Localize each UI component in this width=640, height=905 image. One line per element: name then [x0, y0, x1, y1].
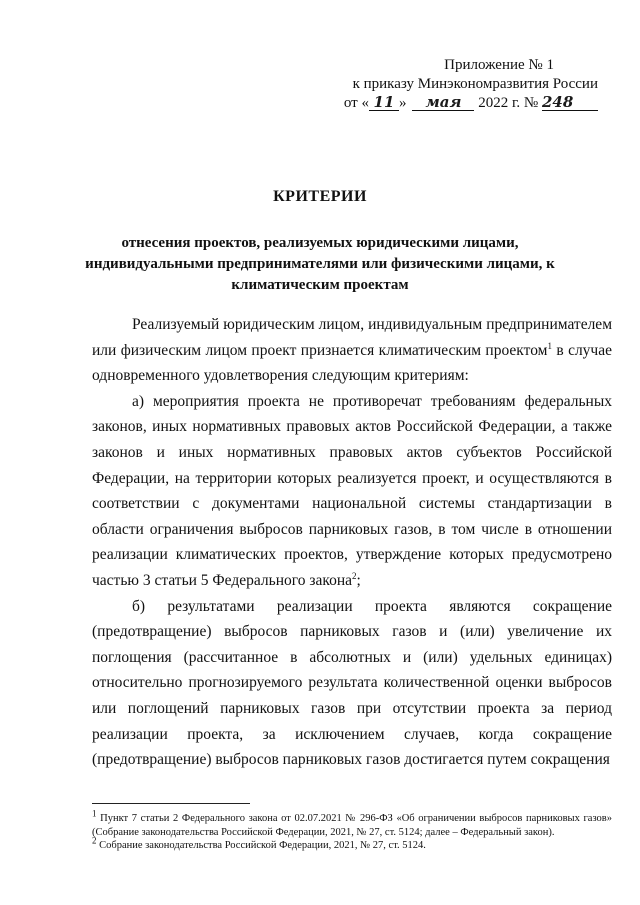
footnote-text-2: Собрание законодательства Российской Федерации, 2021, № 27, ст. 5124.	[96, 840, 426, 851]
footnote-ref-2: 2	[352, 570, 357, 581]
criterion-b: б) результатами реализации проекта являются сокращение (предотвращение) выбросов парниковых газов и (или) увеличение их поглощения (рассчитанное в абсолютных и (или) удельных единицах) относительно прогнозируемого результата количественной оценки выбросов или поглощений парниковых газов при отсутствии проекта за период реализации проекта, за исключением случаев, когда сокращение (предотвращение) выбросов парниковых газов достигается путем сокращения	[92, 597, 612, 769]
year-label: 2022 г. №	[478, 95, 539, 111]
criterion-a-end: ;	[356, 571, 361, 589]
criterion-a	[92, 389, 612, 594]
document-subtitle: отнесения проектов, реализуемых юридическими лицами, индивидуальными предпринимателями или физическими лицами, к климатическим проектам	[85, 235, 555, 293]
footnotes	[92, 808, 612, 853]
appendix-label: Приложение № 1	[444, 57, 554, 73]
handwritten-month: мая	[412, 94, 474, 111]
intro-text: Реализуемый юридическим лицом, индивидуальным предпринимателем или физическим лицом проект признается климатическим проектом	[92, 316, 612, 359]
footnote-mark-2: 2	[92, 835, 97, 846]
footnote-ref-1: 1	[547, 340, 552, 351]
intro-paragraph	[92, 312, 612, 389]
order-reference: к приказу Минэкономразвития России	[352, 76, 598, 92]
intro-text-end: в случае одновременного удовлетворения следующим критериям:	[92, 341, 612, 385]
handwritten-order-number: 248	[542, 94, 598, 111]
handwritten-day: 11	[369, 94, 399, 111]
approval-block	[344, 56, 598, 113]
date-quote-close: »	[398, 95, 407, 111]
document-body	[92, 312, 612, 773]
footnote-2	[92, 835, 612, 853]
criterion-a-text: а) мероприятия проекта не противоречат требованиям федеральных законов, иных нормативных правовых актов Российской Федерации, а также законов и иных нормативных правовых актов субъектов Российской Федерации, на территории которых реализуется проект, и осуществляются в соответствии с документами национальной системы стандартизации в области ограничения выбросов парниковых газов, в том числе в отношении реализации климатических проектов, утверждение которых предусмотрено частью 3 статьи 5 Федерального закона	[92, 392, 612, 589]
document-title: КРИТЕРИИ	[273, 188, 367, 205]
footnote-divider	[92, 803, 250, 804]
footnote-1	[92, 808, 612, 839]
footnote-text-1: Пункт 7 статьи 2 Федерального закона от 02.07.2021 № 296-ФЗ «Об ограничении выбросов парниковых газов» (Собрание законодательства Российской Федерации, 2021, № 27, ст. 5124; далее – Федеральный закон).	[92, 813, 612, 838]
footnote-mark-1: 1	[92, 808, 97, 819]
date-prefix: от «	[343, 95, 369, 111]
order-date-line	[344, 94, 598, 113]
